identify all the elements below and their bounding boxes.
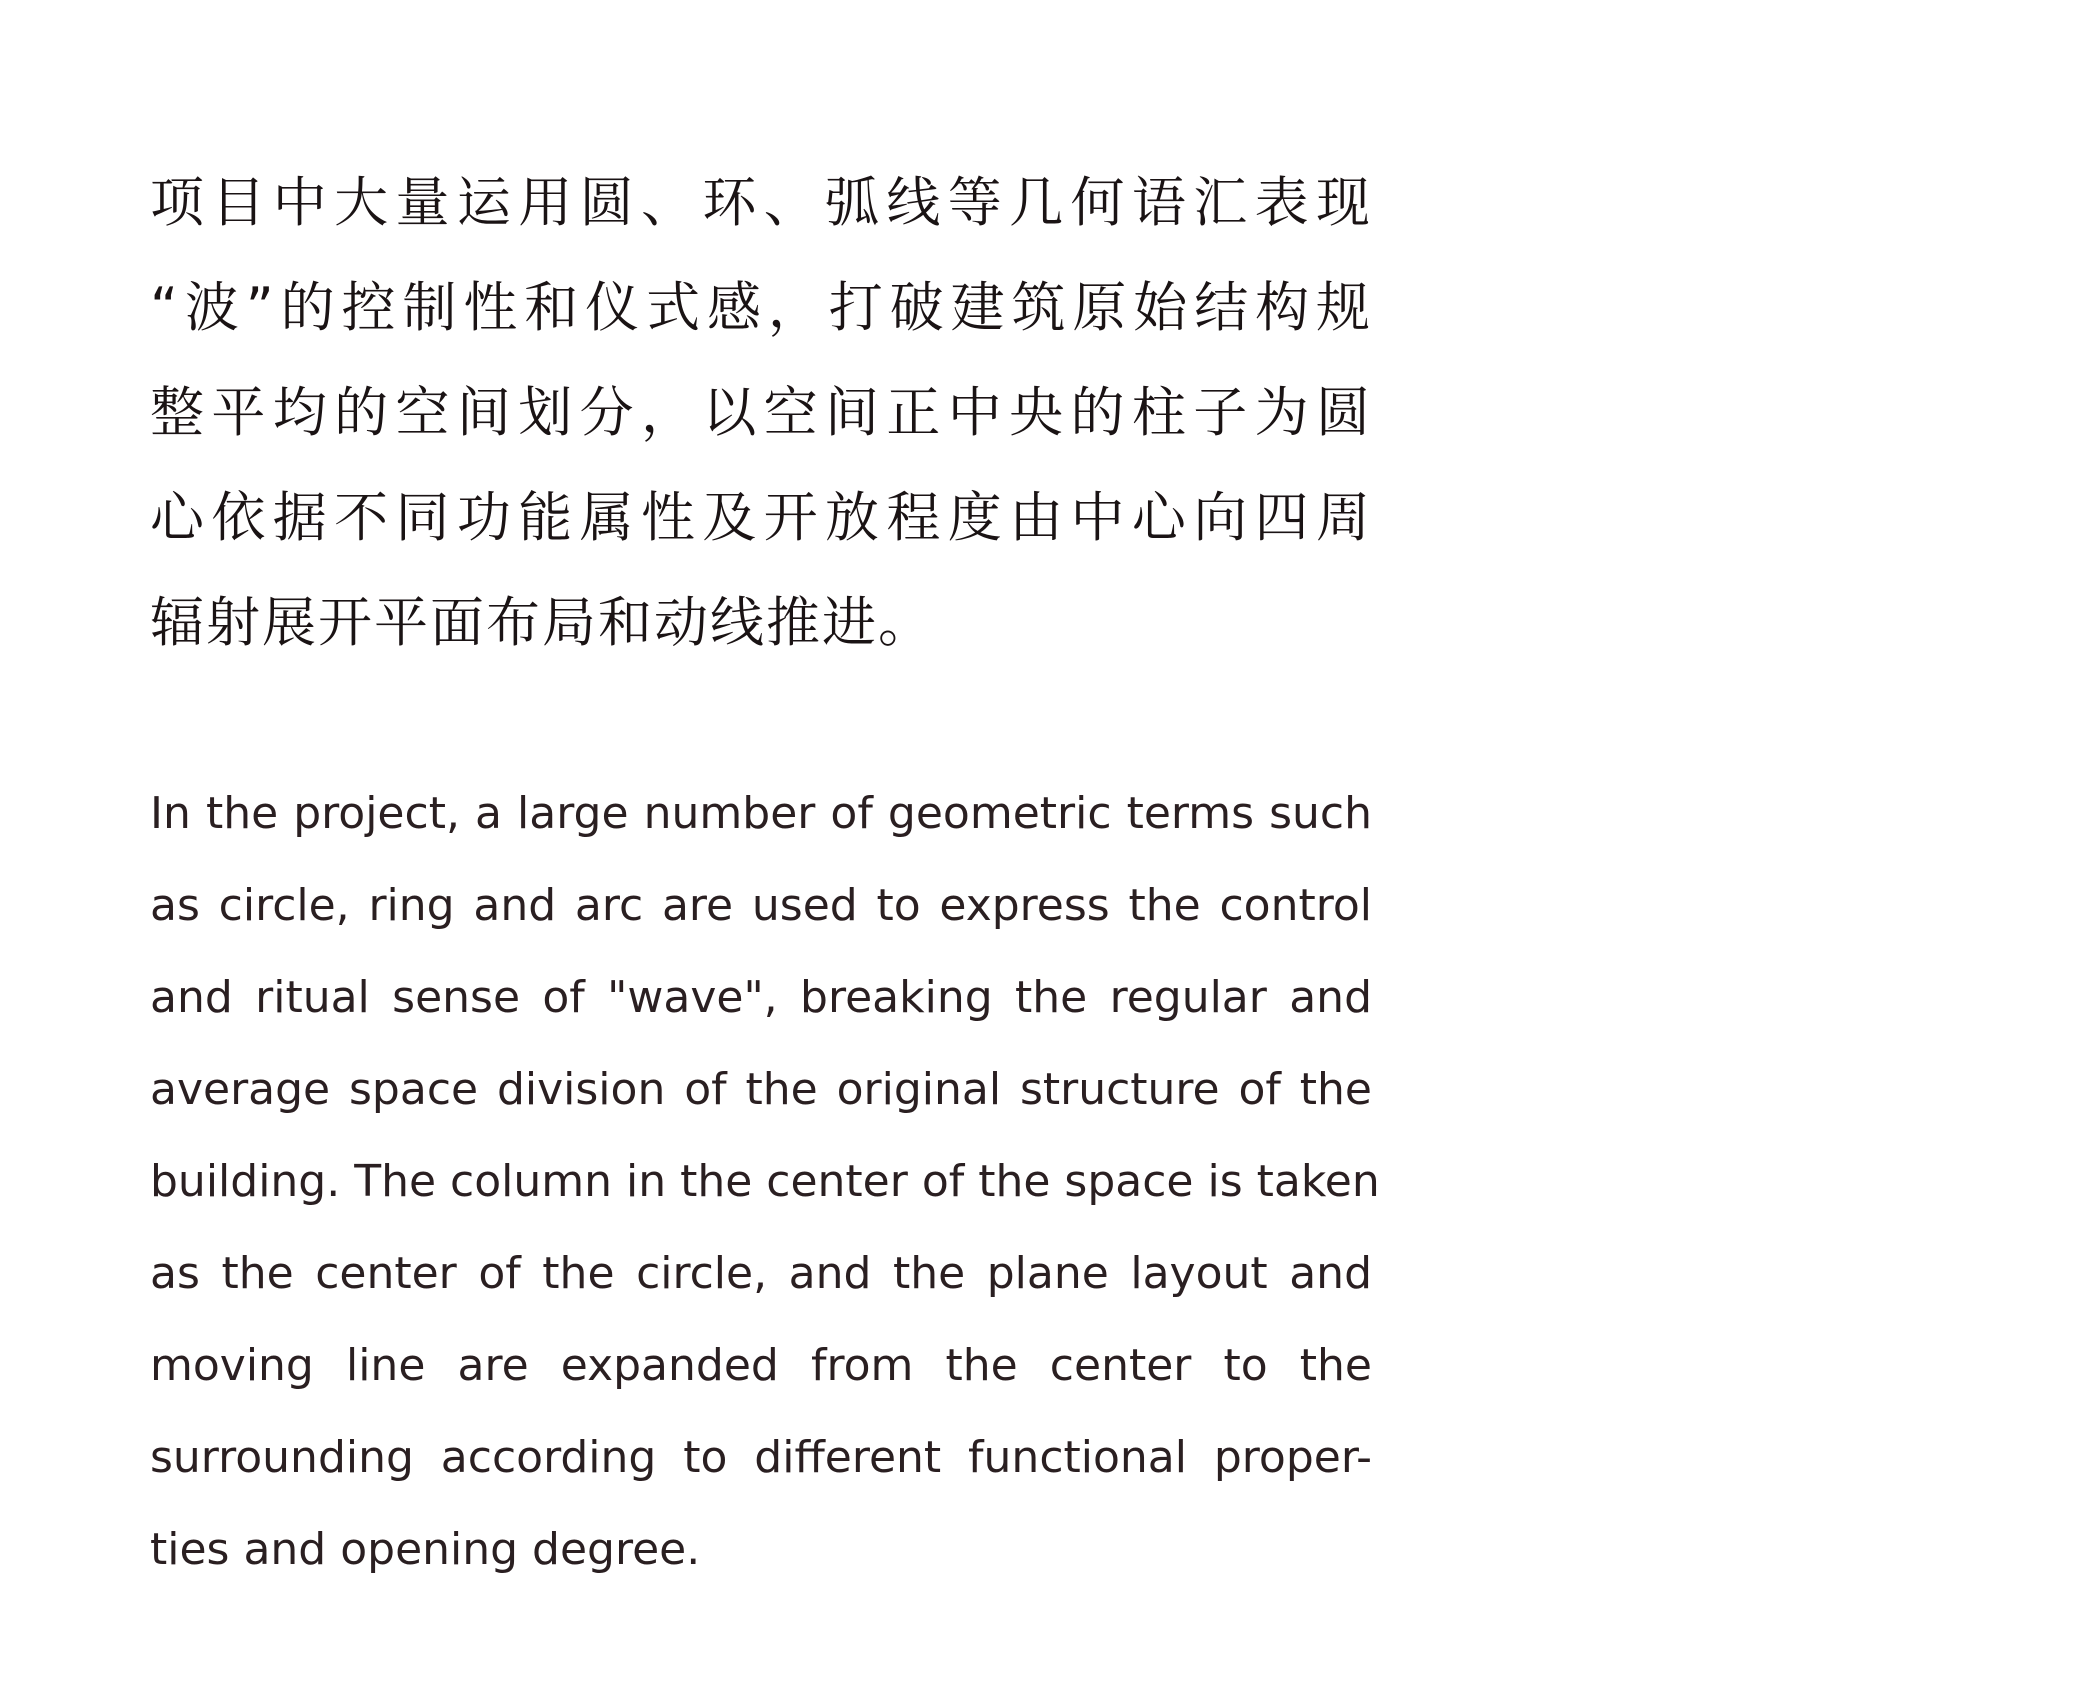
english-line-1: In the project, a large number of geometric terms such	[150, 788, 1372, 839]
english-line-6: as the center of the circle, and the plane layout and	[150, 1248, 1372, 1299]
chinese-line-1: 项目中大量运用圆、环、弧线等几何语汇表现	[150, 171, 1372, 234]
english-line-4: average space division of the original structure of the	[150, 1064, 1372, 1115]
chinese-paragraph	[150, 150, 1372, 675]
english-paragraph	[150, 768, 1380, 1596]
english-line-3: and ritual sense of "wave", breaking the regular and	[150, 972, 1372, 1023]
english-line-8: surrounding according to different functional proper-	[150, 1432, 1372, 1483]
chinese-line-5: 辐射展开平面布局和动线推进。	[150, 591, 934, 654]
chinese-line-3: 整平均的空间划分，以空间正中央的柱子为圆	[150, 381, 1372, 444]
chinese-line-4: 心依据不同功能属性及开放程度由中心向四周	[150, 486, 1372, 549]
english-line-5: building. The column in the center of the space is taken	[150, 1156, 1380, 1207]
english-line-2: as circle, ring and arc are used to express the control	[150, 880, 1372, 931]
english-line-9: ties and opening degree.	[150, 1524, 701, 1575]
english-line-7: moving line are expanded from the center to the	[150, 1340, 1372, 1391]
chinese-line-2: “波”的控制性和仪式感，打破建筑原始结构规	[150, 276, 1372, 339]
